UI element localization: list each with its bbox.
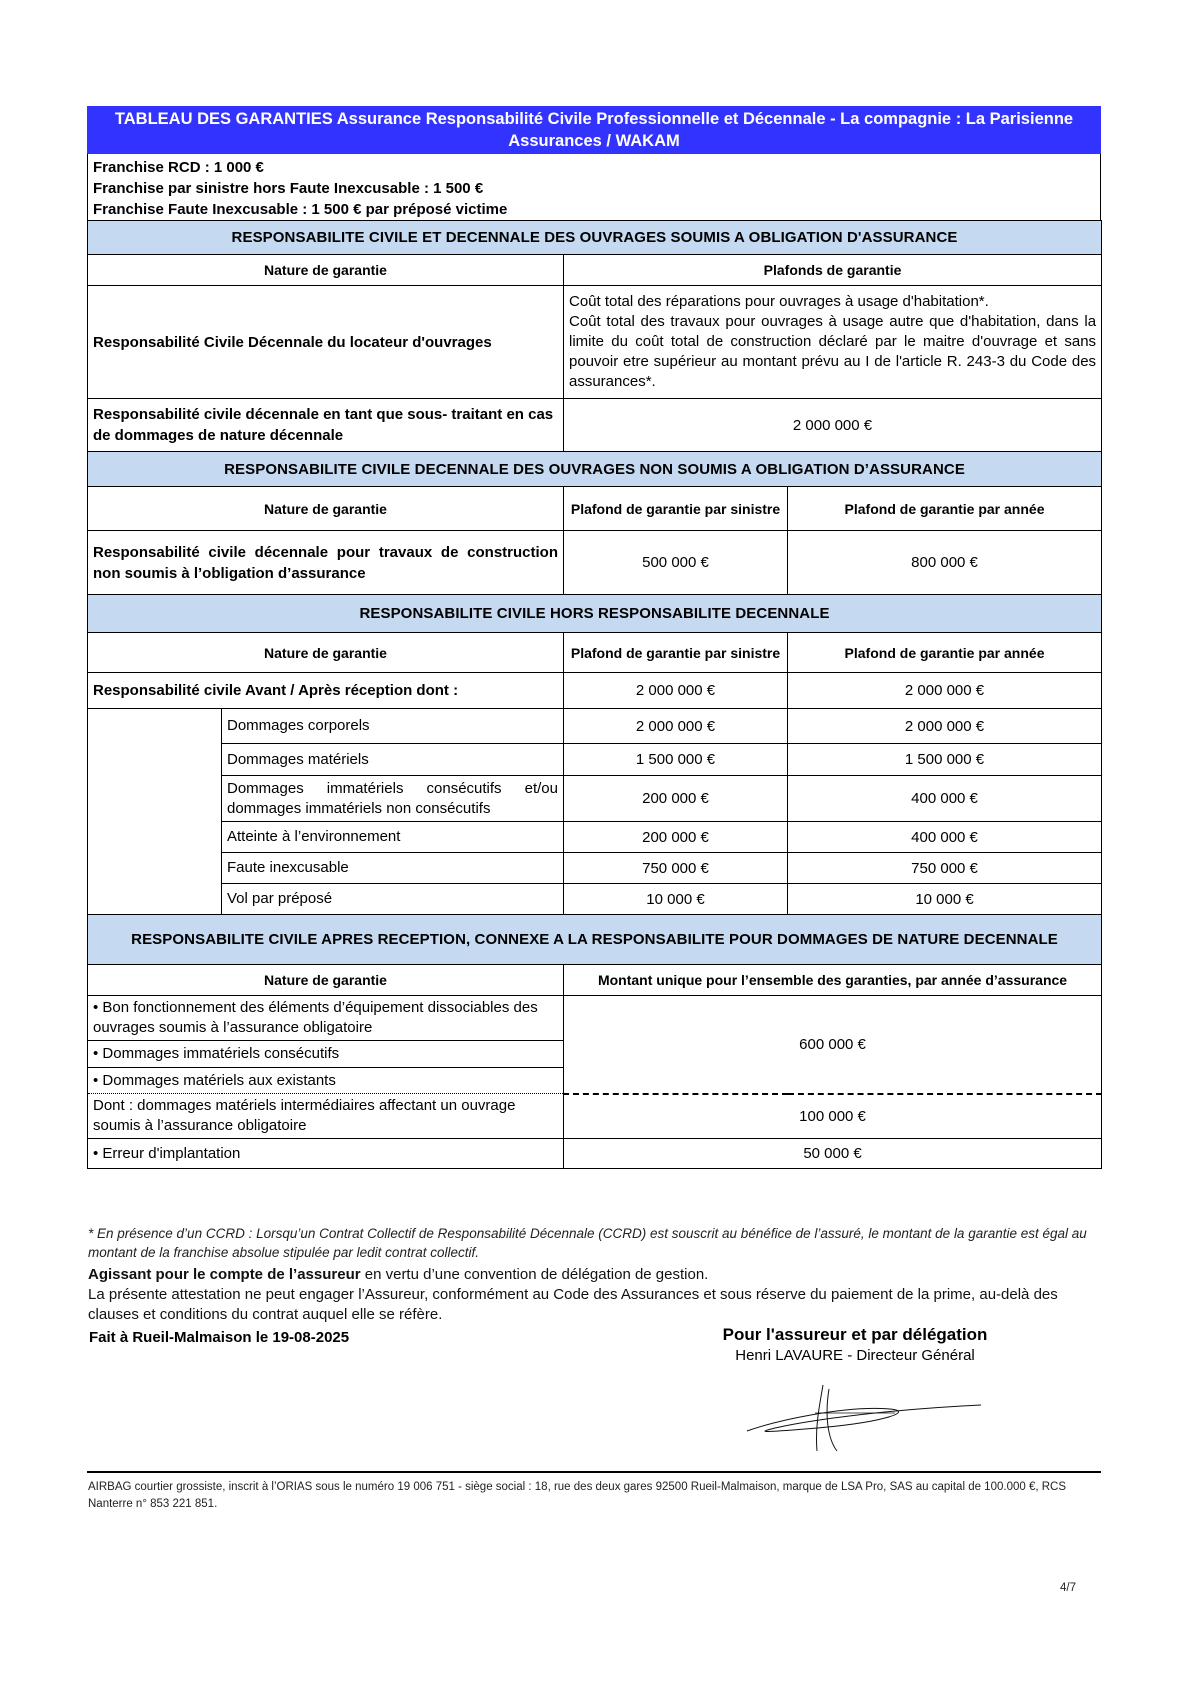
section-header-row [88, 221, 1102, 255]
table-row [88, 399, 1102, 452]
table-row [88, 884, 1102, 915]
table-row [88, 531, 1102, 595]
row-per-year: 800 000 € [788, 531, 1102, 595]
signatory-name: Henri LAVAURE - Directeur Général [735, 1347, 975, 1364]
col-header-per-claim: Plafond de garantie par sinistre [564, 487, 788, 531]
column-header-row [88, 255, 1102, 286]
agissant-rest: en vertu d’une convention de délégation de gestion. [360, 1266, 709, 1283]
table-row [88, 709, 1102, 744]
col-header-nature: Nature de garantie [88, 255, 564, 286]
row-per-claim: 500 000 € [564, 531, 788, 595]
agissant-bold: Agissant pour le compte de l’assureur [88, 1266, 361, 1283]
row-per-year: 10 000 € [788, 884, 1102, 915]
table-row [88, 996, 1102, 1041]
franchise-box [87, 154, 1101, 220]
row-label: Atteinte à l’environnement [222, 822, 564, 853]
col-header-per-year: Plafond de garantie par année [788, 487, 1102, 531]
footer-legal: AIRBAG courtier grossiste, inscrit à l’ORIAS sous le numéro 19 006 751 - siège social : 18, rue des deux gares 92500 Rueil-Malmaison, marque de LSA Pro, SAS au capital de 100.000 €, RCS Nanterre n° 853 221 851. [88, 1481, 1067, 1510]
row-label: Responsabilité civile décennale pour travaux de construction non soumis à l’obligation d’assurance [88, 531, 564, 595]
col-header-plafonds: Plafonds de garantie [564, 255, 1102, 286]
table-row [88, 1139, 1102, 1169]
value-line-habitation: Coût total des réparations pour ouvrages à usage d'habitation*. [569, 293, 989, 310]
section3-title: RESPONSABILITE CIVILE HORS RESPONSABILITE DECENNALE [88, 595, 1102, 633]
group-value: 600 000 € [564, 996, 1102, 1094]
place-date: Fait à Rueil-Malmaison le 19-08-2025 [89, 1329, 350, 1346]
guarantees-document [87, 106, 1101, 1169]
row-per-claim: 2 000 000 € [564, 709, 788, 744]
row-label: • Bon fonctionnement des éléments d’équipement dissociables des ouvrages soumis à l’assurance obligatoire [88, 996, 564, 1041]
table-row [88, 822, 1102, 853]
row-label: Vol par préposé [222, 884, 564, 915]
row-value [564, 286, 1102, 399]
document-title: TABLEAU DES GARANTIES Assurance Responsabilité Civile Professionnelle et Décennale - La compagnie : La Parisienne Assurances / WAKAM [87, 106, 1101, 154]
row-label: • Erreur d'implantation [88, 1139, 564, 1169]
disclaimer: La présente attestation ne peut engager l’Assureur, conformément au Code des Assurances et sous réserve du paiement de la prime, au-delà des clauses et conditions du contrat auquel elle se réfère. [88, 1286, 1058, 1323]
section-header-row [88, 915, 1102, 965]
notes-block [88, 1224, 1103, 1325]
col-header-nature: Nature de garantie [88, 965, 564, 996]
col-header-montant-unique: Montant unique pour l’ensemble des garanties, par année d’assurance [564, 965, 1102, 996]
table-row [88, 673, 1102, 709]
row-per-claim: 750 000 € [564, 853, 788, 884]
section1-title: RESPONSABILITE CIVILE ET DECENNALE DES OUVRAGES SOUMIS A OBLIGATION D'ASSURANCE [88, 221, 1102, 255]
row-per-year: 750 000 € [788, 853, 1102, 884]
row-per-claim: 200 000 € [564, 776, 788, 822]
indent-spacer [88, 709, 222, 915]
row-per-year: 400 000 € [788, 776, 1102, 822]
franchise-rcd: Franchise RCD : 1 000 € [93, 159, 264, 176]
table-row [88, 744, 1102, 776]
table-row [88, 1094, 1102, 1139]
row-label: Responsabilité civile Avant / Après réception dont : [88, 673, 564, 709]
row-value: 50 000 € [564, 1139, 1102, 1169]
table-row [88, 776, 1102, 822]
row-per-year: 2 000 000 € [788, 673, 1102, 709]
row-per-year: 400 000 € [788, 822, 1102, 853]
franchise-per-claim: Franchise par sinistre hors Faute Inexcusable : 1 500 € [93, 180, 484, 197]
footer-divider [87, 1471, 1101, 1473]
col-header-per-claim: Plafond de garantie par sinistre [564, 633, 788, 673]
row-label: Dommages immatériels consécutifs et/ou dommages immatériels non consécutifs [222, 776, 564, 822]
value-line-autre: Coût total des travaux pour ouvrages à usage autre que d'habitation, dans la limite du coût total de construction déclaré par le maitre d'ouvrage et sans pouvoir etre supérieur au montant prévu au I de l'article R. 243-3 du Code des assurances*. [569, 313, 1097, 390]
section4-title: RESPONSABILITE CIVILE APRES RECEPTION, CONNEXE A LA RESPONSABILITE POUR DOMMAGES DE NATURE DECENNALE [88, 915, 1102, 965]
row-per-claim: 10 000 € [564, 884, 788, 915]
table-row [88, 286, 1102, 399]
signature-block [700, 1324, 1010, 1366]
column-header-row [88, 965, 1102, 996]
franchise-faute-inexcusable: Franchise Faute Inexcusable : 1 500 € par préposé victime [93, 201, 508, 218]
row-per-claim: 1 500 000 € [564, 744, 788, 776]
col-header-per-year: Plafond de garantie par année [788, 633, 1102, 673]
agissant-statement [88, 1265, 1103, 1285]
handwritten-signature-icon [745, 1383, 985, 1453]
row-label: Responsabilité civile décennale en tant que sous- traitant en cas de dommages de nature décennale [88, 399, 564, 452]
row-label: Dommages corporels [222, 709, 564, 744]
signature-title: Pour l'assureur et par délégation [722, 1325, 988, 1344]
row-label: Responsabilité Civile Décennale du locateur d'ouvrages [88, 286, 564, 399]
row-per-year: 1 500 000 € [788, 744, 1102, 776]
row-per-claim: 200 000 € [564, 822, 788, 853]
row-label: • Dommages matériels aux existants [88, 1068, 564, 1094]
column-header-row [88, 487, 1102, 531]
column-header-row [88, 633, 1102, 673]
guarantees-table [87, 220, 1102, 1169]
row-value: 100 000 € [564, 1094, 1102, 1139]
row-label: Faute inexcusable [222, 853, 564, 884]
section2-title: RESPONSABILITE CIVILE DECENNALE DES OUVRAGES NON SOUMIS A OBLIGATION D’ASSURANCE [88, 452, 1102, 487]
section-header-row [88, 452, 1102, 487]
page-number: 4/7 [1060, 1582, 1076, 1594]
row-value: 2 000 000 € [564, 399, 1102, 452]
table-row [88, 853, 1102, 884]
section-header-row [88, 595, 1102, 633]
row-label: • Dommages immatériels consécutifs [88, 1041, 564, 1068]
row-per-claim: 2 000 000 € [564, 673, 788, 709]
row-label: Dont : dommages matériels intermédiaires affectant un ouvrage soumis à l’assurance obligatoire [88, 1094, 564, 1139]
ccrd-footnote: * En présence d’un CCRD : Lorsqu’un Contrat Collectif de Responsabilité Décennale (CCRD) est souscrit au bénéfice de l’assuré, le montant de la garantie est égal au montant de la franchise absolue stipulée par ledit contrat collectif. [88, 1226, 1087, 1260]
row-per-year: 2 000 000 € [788, 709, 1102, 744]
row-label: Dommages matériels [222, 744, 564, 776]
col-header-nature: Nature de garantie [88, 487, 564, 531]
col-header-nature: Nature de garantie [88, 633, 564, 673]
